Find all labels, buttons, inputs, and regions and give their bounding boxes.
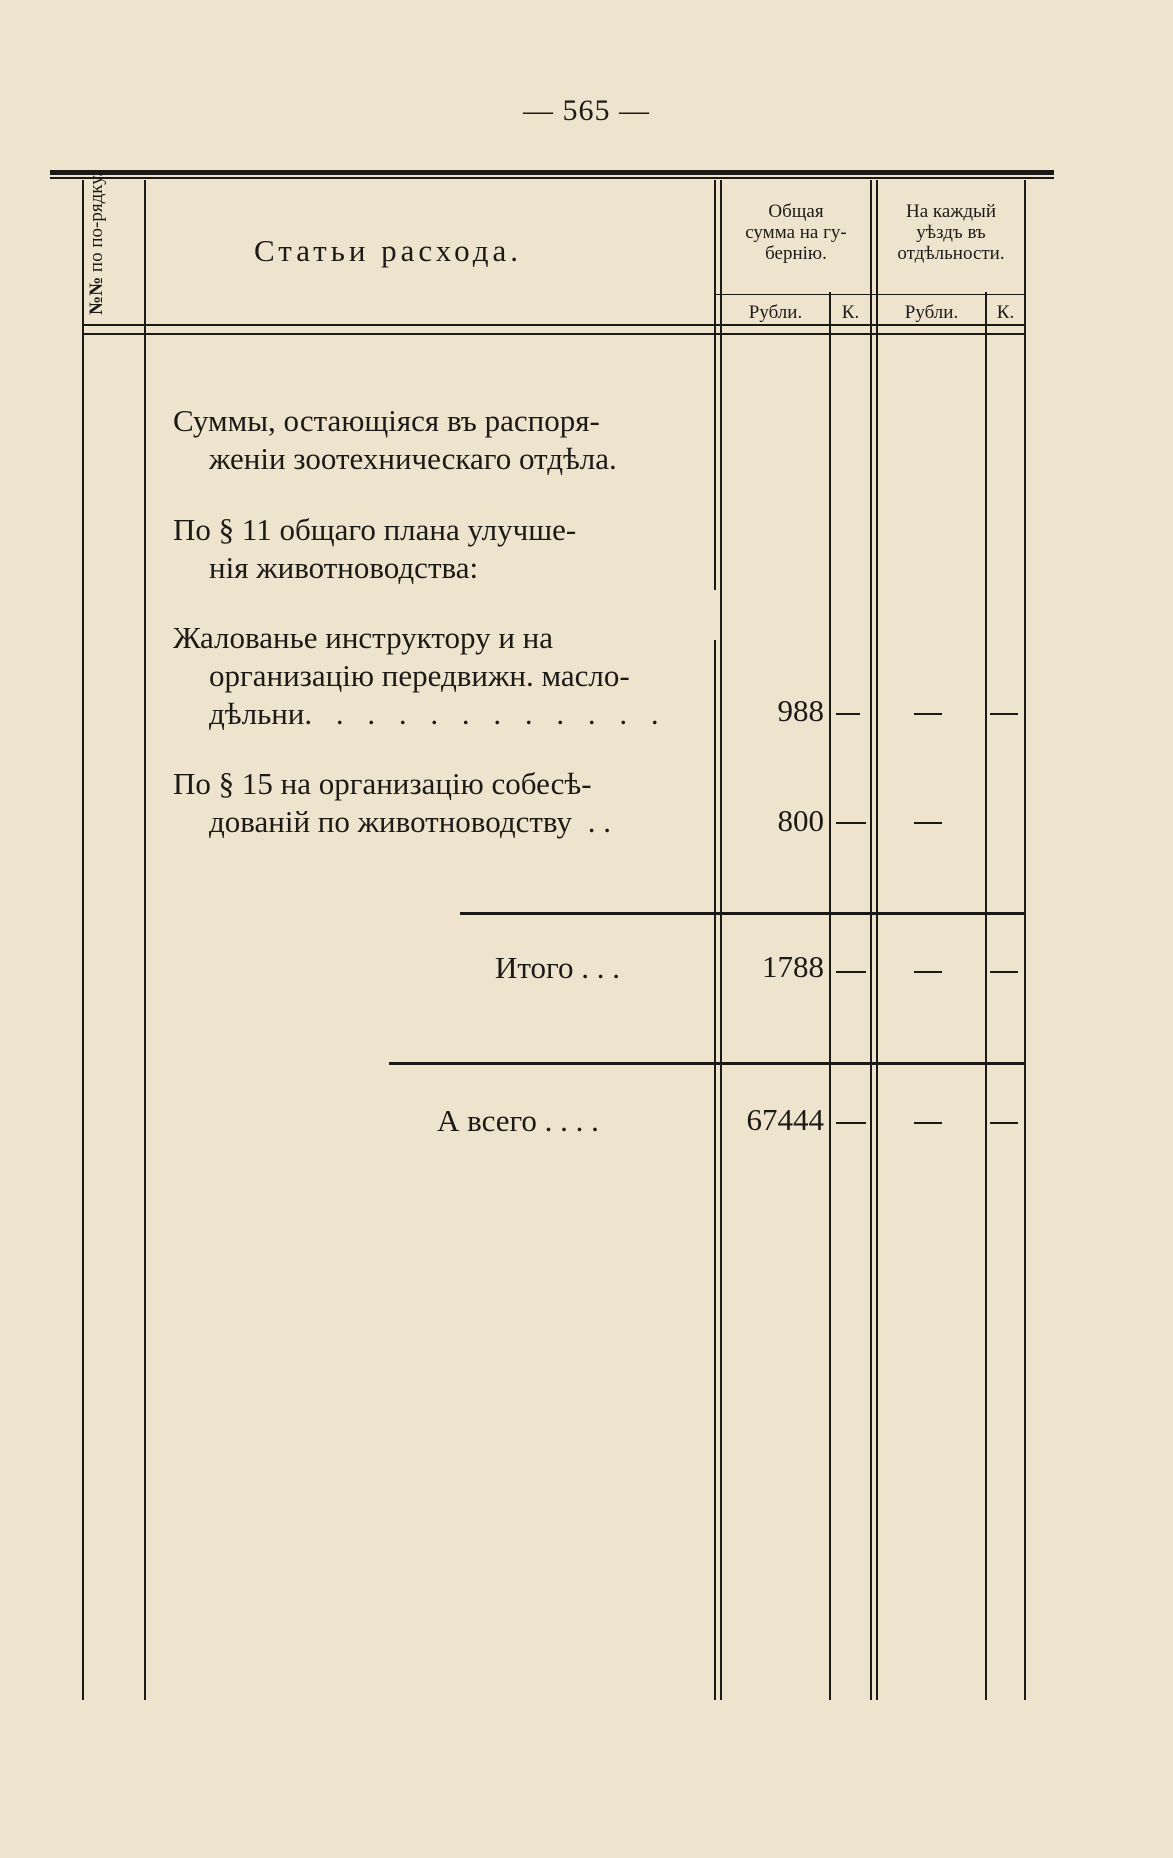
- top-rule-thin: [50, 177, 1054, 179]
- total-rule: [389, 1062, 992, 1065]
- subtotal-rule-right: [988, 912, 1026, 915]
- divider-items-lower: [714, 640, 716, 1700]
- subtotal-dash-uezd: [914, 971, 942, 973]
- total-label: А всего . . . .: [437, 1103, 599, 1138]
- item-discussions: По § 15 на организацію собесѣ- дованій по животноводству . .: [173, 766, 611, 839]
- item2-dash-kop: [836, 822, 866, 824]
- kopecks-label-uezd: К.: [996, 302, 1015, 323]
- item1-dash-uezd-kop: [990, 713, 1018, 715]
- total-dash-uezd: [914, 1122, 942, 1124]
- column-number-label: №№ по по-рядку.: [86, 172, 107, 315]
- divider-num: [144, 180, 146, 1700]
- item1-dash-kop: [836, 713, 860, 715]
- header-rule-2: [82, 333, 1026, 335]
- subtotal-dash-kop: [836, 971, 866, 973]
- rubles-label-uezd: Рубли.: [904, 302, 959, 323]
- subtotal-rule: [460, 912, 992, 915]
- item-instructor-salary-value: 988: [777, 693, 824, 728]
- column-items-label: Статьи расхода.: [254, 233, 522, 268]
- kopecks-label-total: К.: [841, 302, 860, 323]
- total-rule-right: [988, 1062, 1026, 1065]
- divider-uezd: [870, 180, 872, 1700]
- item-instructor-salary: Жалованье инструктору и на организацію передвижн. масло- дѣльни. . . . . . . . . . . .: [173, 620, 667, 731]
- page-number: — 565 —: [523, 94, 650, 127]
- header-rule: [82, 324, 1026, 326]
- rubles-label-total: Рубли.: [748, 302, 803, 323]
- section-title: Суммы, остающіяся въ распоря- женіи зоотехническаго отдѣла.: [173, 403, 617, 476]
- divider-kop1: [829, 292, 831, 1700]
- divider-uezd-b: [876, 180, 878, 1700]
- divider-items: [714, 180, 716, 590]
- item1-dash-uezd: [914, 713, 942, 715]
- total-value: 67444: [746, 1102, 824, 1137]
- total-dash-kop: [836, 1122, 866, 1124]
- frame-left: [82, 180, 84, 1700]
- total-dash-uezd-kop: [990, 1122, 1018, 1124]
- divider-kop2: [985, 292, 987, 1700]
- column-total-label: Общая сумма на гу- бернію.: [745, 201, 847, 264]
- frame-right: [1024, 180, 1026, 1700]
- top-rule: [50, 170, 1054, 175]
- column-per-uezd-label: На каждый уѣздъ въ отдѣльности.: [897, 201, 1005, 264]
- item-discussions-value: 800: [777, 803, 824, 838]
- subtotal-dash-uezd-kop: [990, 971, 1018, 973]
- divider-items-b: [720, 180, 722, 1700]
- subtotal-label: Итого . . .: [495, 950, 620, 985]
- item2-dash-uezd: [914, 822, 942, 824]
- subsection-title: По § 11 общаго плана улучше- нія животноводства:: [173, 512, 577, 585]
- subtotal-value: 1788: [762, 949, 824, 984]
